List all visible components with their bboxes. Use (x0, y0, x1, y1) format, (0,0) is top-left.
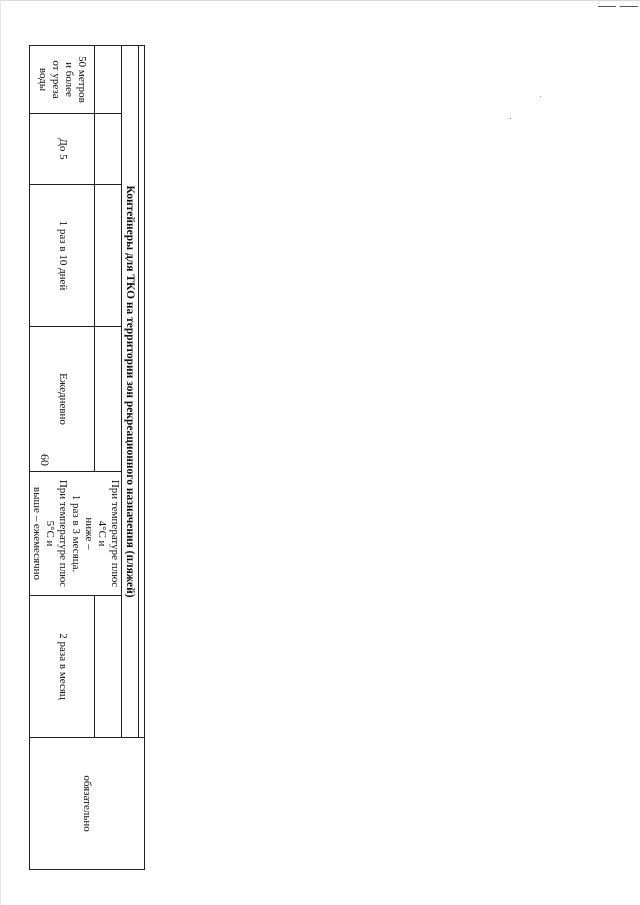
scan-top-edge (0, 0, 640, 1)
requirement-text: обязательно (81, 775, 94, 832)
scan-speck (510, 118, 511, 119)
header-cell (95, 327, 122, 472)
rotated-document-page (31, 45, 145, 869)
spacer-cell (139, 46, 145, 738)
daily-cell: Ежедневно (30, 327, 95, 472)
season-line: При температуре плюс 5°С и (44, 479, 69, 588)
season-cell (30, 472, 122, 596)
distance-cell (30, 46, 95, 114)
waste-container-table (29, 45, 145, 870)
distance-line: от уреза воды (37, 60, 63, 99)
table-title: Контейнеры для ТКО на территории зон рекреационного назначения (пляжей) (122, 46, 139, 738)
frequency-cell: 1 раз в 10 дней (30, 185, 95, 327)
table-top-spacer (139, 46, 145, 870)
header-cell (95, 46, 122, 114)
season-line: При температуре плюс 4°С и (96, 479, 121, 588)
twice-monthly-cell: 2 раза в месяц (30, 596, 95, 738)
scan-mark (620, 6, 638, 7)
header-cell (95, 596, 122, 738)
scan-left-edge (0, 0, 1, 905)
scan-mark (598, 6, 616, 7)
scan-speck (540, 96, 541, 97)
season-line: 1 раз в 3 месяца. (70, 494, 82, 573)
distance-line: 50 метров (76, 56, 89, 103)
distance-line: и более (63, 62, 76, 97)
header-cell (95, 114, 122, 185)
season-line: ниже – (83, 517, 95, 550)
requirement-cell (30, 738, 145, 870)
volume-cell: До 5 (30, 114, 95, 185)
header-cell (95, 185, 122, 327)
season-line: выше – ежемесячно (31, 486, 43, 581)
page-number: 60 (38, 454, 52, 466)
